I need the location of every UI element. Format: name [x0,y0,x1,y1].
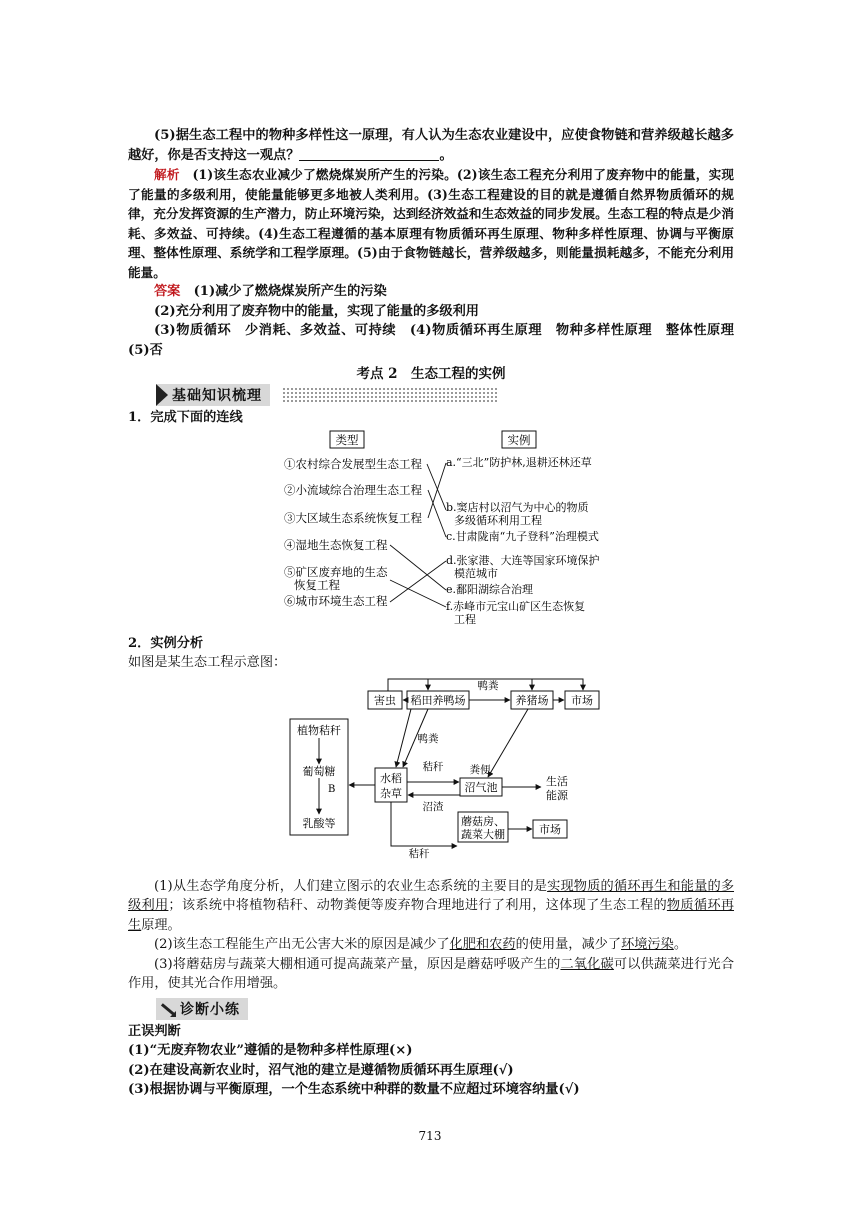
type-5a: ⑤矿区废弃地的生态 [284,564,388,579]
pest-box: 害虫 [374,693,396,707]
answer-line-1: 答案 (1)减少了燃烧煤炭所产生的污染 [154,284,387,299]
b-label: B [328,783,336,795]
part2-intro: 如图是某生态工程示意图： [128,655,287,670]
pig-farm-box: 养猪场 [515,693,549,707]
example-b1: b.窦店村以沼气为中心的物质 [446,500,589,514]
analysis-answer-1: (1)从生态学角度分析，人们建立图示的农业生态系统的主要目的是实现物质的循环再生和能量的多级利用；该系统中将植物秸秆、动物粪便等废弃物合理地进行了利用，这体现了生态工程的物质循环再生原理。 [128,878,735,933]
life-energy-1: 生活 [546,774,568,788]
page-number: 713 [418,1129,442,1143]
analysis-text: (1)该生态农业减少了燃烧煤炭所产生的污染。(2)该生态工程充分利用了废弃物中的能量，实现了能量的多级利用，使能量能够更多地被人类利用。(3)生态工程建设的目的就是遵循自然界物质循环的规律，充分发挥资源的生产潜力，防止环境污染，达到经济效益和生态效益的同步发展。生态工程的特点是少消耗、多效益、可持续。(4)生态工程遵循的基本原理有物质循环再生原理、物种多样性原理、协调与平衡原理、整体性原理、系统学和工程学原理。(5)由于食物链越长，营养级越多，则能量损耗越多，不能充分利用能量。 [128,167,734,280]
example-e: e.鄱阳湖综合治理 [446,582,534,596]
mushroom-box-2: 蔬菜大棚 [461,827,505,841]
example-c: c.甘肃陇南“九子登科”治理模式 [446,529,599,543]
arrow-diagonal-icon [158,1000,176,1018]
section-title: 考点 2 生态工程的实例 [356,366,506,382]
rice-box-1: 水稻 [380,771,402,785]
type-4: ④湿地生态恢复工程 [284,537,388,552]
mushroom-box-1: 蘑菇房、 [461,814,505,828]
analysis-label: 解析 [154,167,180,182]
duck-dung-label-2: 鸭粪 [417,732,439,745]
duck-dung-label-1: 鸭粪 [477,679,499,692]
market-box-2: 市场 [539,822,561,836]
analysis-answer-2: (2)该生态工程能生产出无公害大米的原因是减少了化肥和农药的使用量，减少了环境污染。 [154,937,687,952]
matching-diagram [128,430,734,630]
eco-engineering-diagram [128,675,734,871]
market-box-1: 市场 [571,693,593,707]
glucose-label: 葡萄糖 [302,764,336,778]
analysis-paragraph [128,165,734,282]
lactic-label: 乳酸等 [302,816,336,830]
example-d1: d.张家港、大连等国家环境保护 [446,553,600,567]
banner-diagnosis: 诊断小练 [156,998,734,1020]
part2-title: 2．实例分析 [128,635,204,651]
rice-box-2: 杂草 [380,786,402,800]
dotted-decoration [282,387,498,403]
col-left-header: 类型 [335,432,359,447]
example-d2: 模范城市 [454,566,498,580]
question-5: (5)据生态工程中的物种多样性这一原理，有人认为生态农业建设中，应使食物链和营养级越长越多越好，你是否支持这一观点？ 。 [128,128,734,163]
example-f2: 工程 [454,612,476,626]
answer-blank [299,146,439,161]
straw-box-title: 植物秸秆 [297,723,341,737]
type-3: ③大区域生态系统恢复工程 [284,510,422,525]
duck-farm-box: 稻田养鸭场 [410,693,466,707]
type-1: ①农村综合发展型生态工程 [284,456,422,471]
judge-title: 正误判断 [128,1023,181,1039]
type-5b: 恢复工程 [294,577,340,592]
judge-item-3: (3)根据协调与平衡原理，一个生态系统中种群的数量不应超过环境容纳量(√) [128,1082,580,1097]
col-right-header: 实例 [507,432,531,447]
example-b2: 多级循环利用工程 [454,513,542,527]
chevron-right-icon [156,384,168,406]
page-content [128,126,748,1100]
type-6: ⑥城市环境生态工程 [284,593,388,608]
straw-label-1: 秸秆 [422,760,444,773]
judge-item-1: (1)“无废弃物农业”遵循的是物种多样性原理(×) [128,1043,413,1058]
biogas-box: 沼气池 [464,780,498,794]
example-f1: f.赤峰市元宝山矿区生态恢复 [446,599,586,613]
manure-label: 粪便 [469,763,491,776]
answer-label: 答案 [154,284,181,299]
answer-line-2: (2)充分利用了废弃物中的能量，实现了能量的多级利用 [154,303,479,319]
banner-basic-knowledge: 基础知识梳理 [156,384,734,406]
judge-item-2: (2)在建设高新农业时，沼气池的建立是遵循物质循环再生原理(√) [128,1062,514,1078]
answer-line-3: (3)物质循环 少消耗、多效益、可持续 (4)物质循环再生原理 物种多样性原理 整体性原理 (5)否 [128,323,748,358]
type-2: ②小流域综合治理生态工程 [284,482,422,497]
analysis-answer-3: (3)将蘑菇房与蔬菜大棚相通可提高蔬菜产量，原因是蘑菇呼吸产生的二氧化碳可以供蔬菜进行光合作用，使其光合作用增强。 [128,956,735,991]
example-a: a.“三北”防护林,退耕还林还草 [446,455,592,469]
straw-label-2: 秸秆 [408,847,430,860]
residue-label: 沼渣 [422,800,444,813]
life-energy-2: 能源 [546,788,568,802]
part1-title: 1．完成下面的连线 [128,410,243,425]
